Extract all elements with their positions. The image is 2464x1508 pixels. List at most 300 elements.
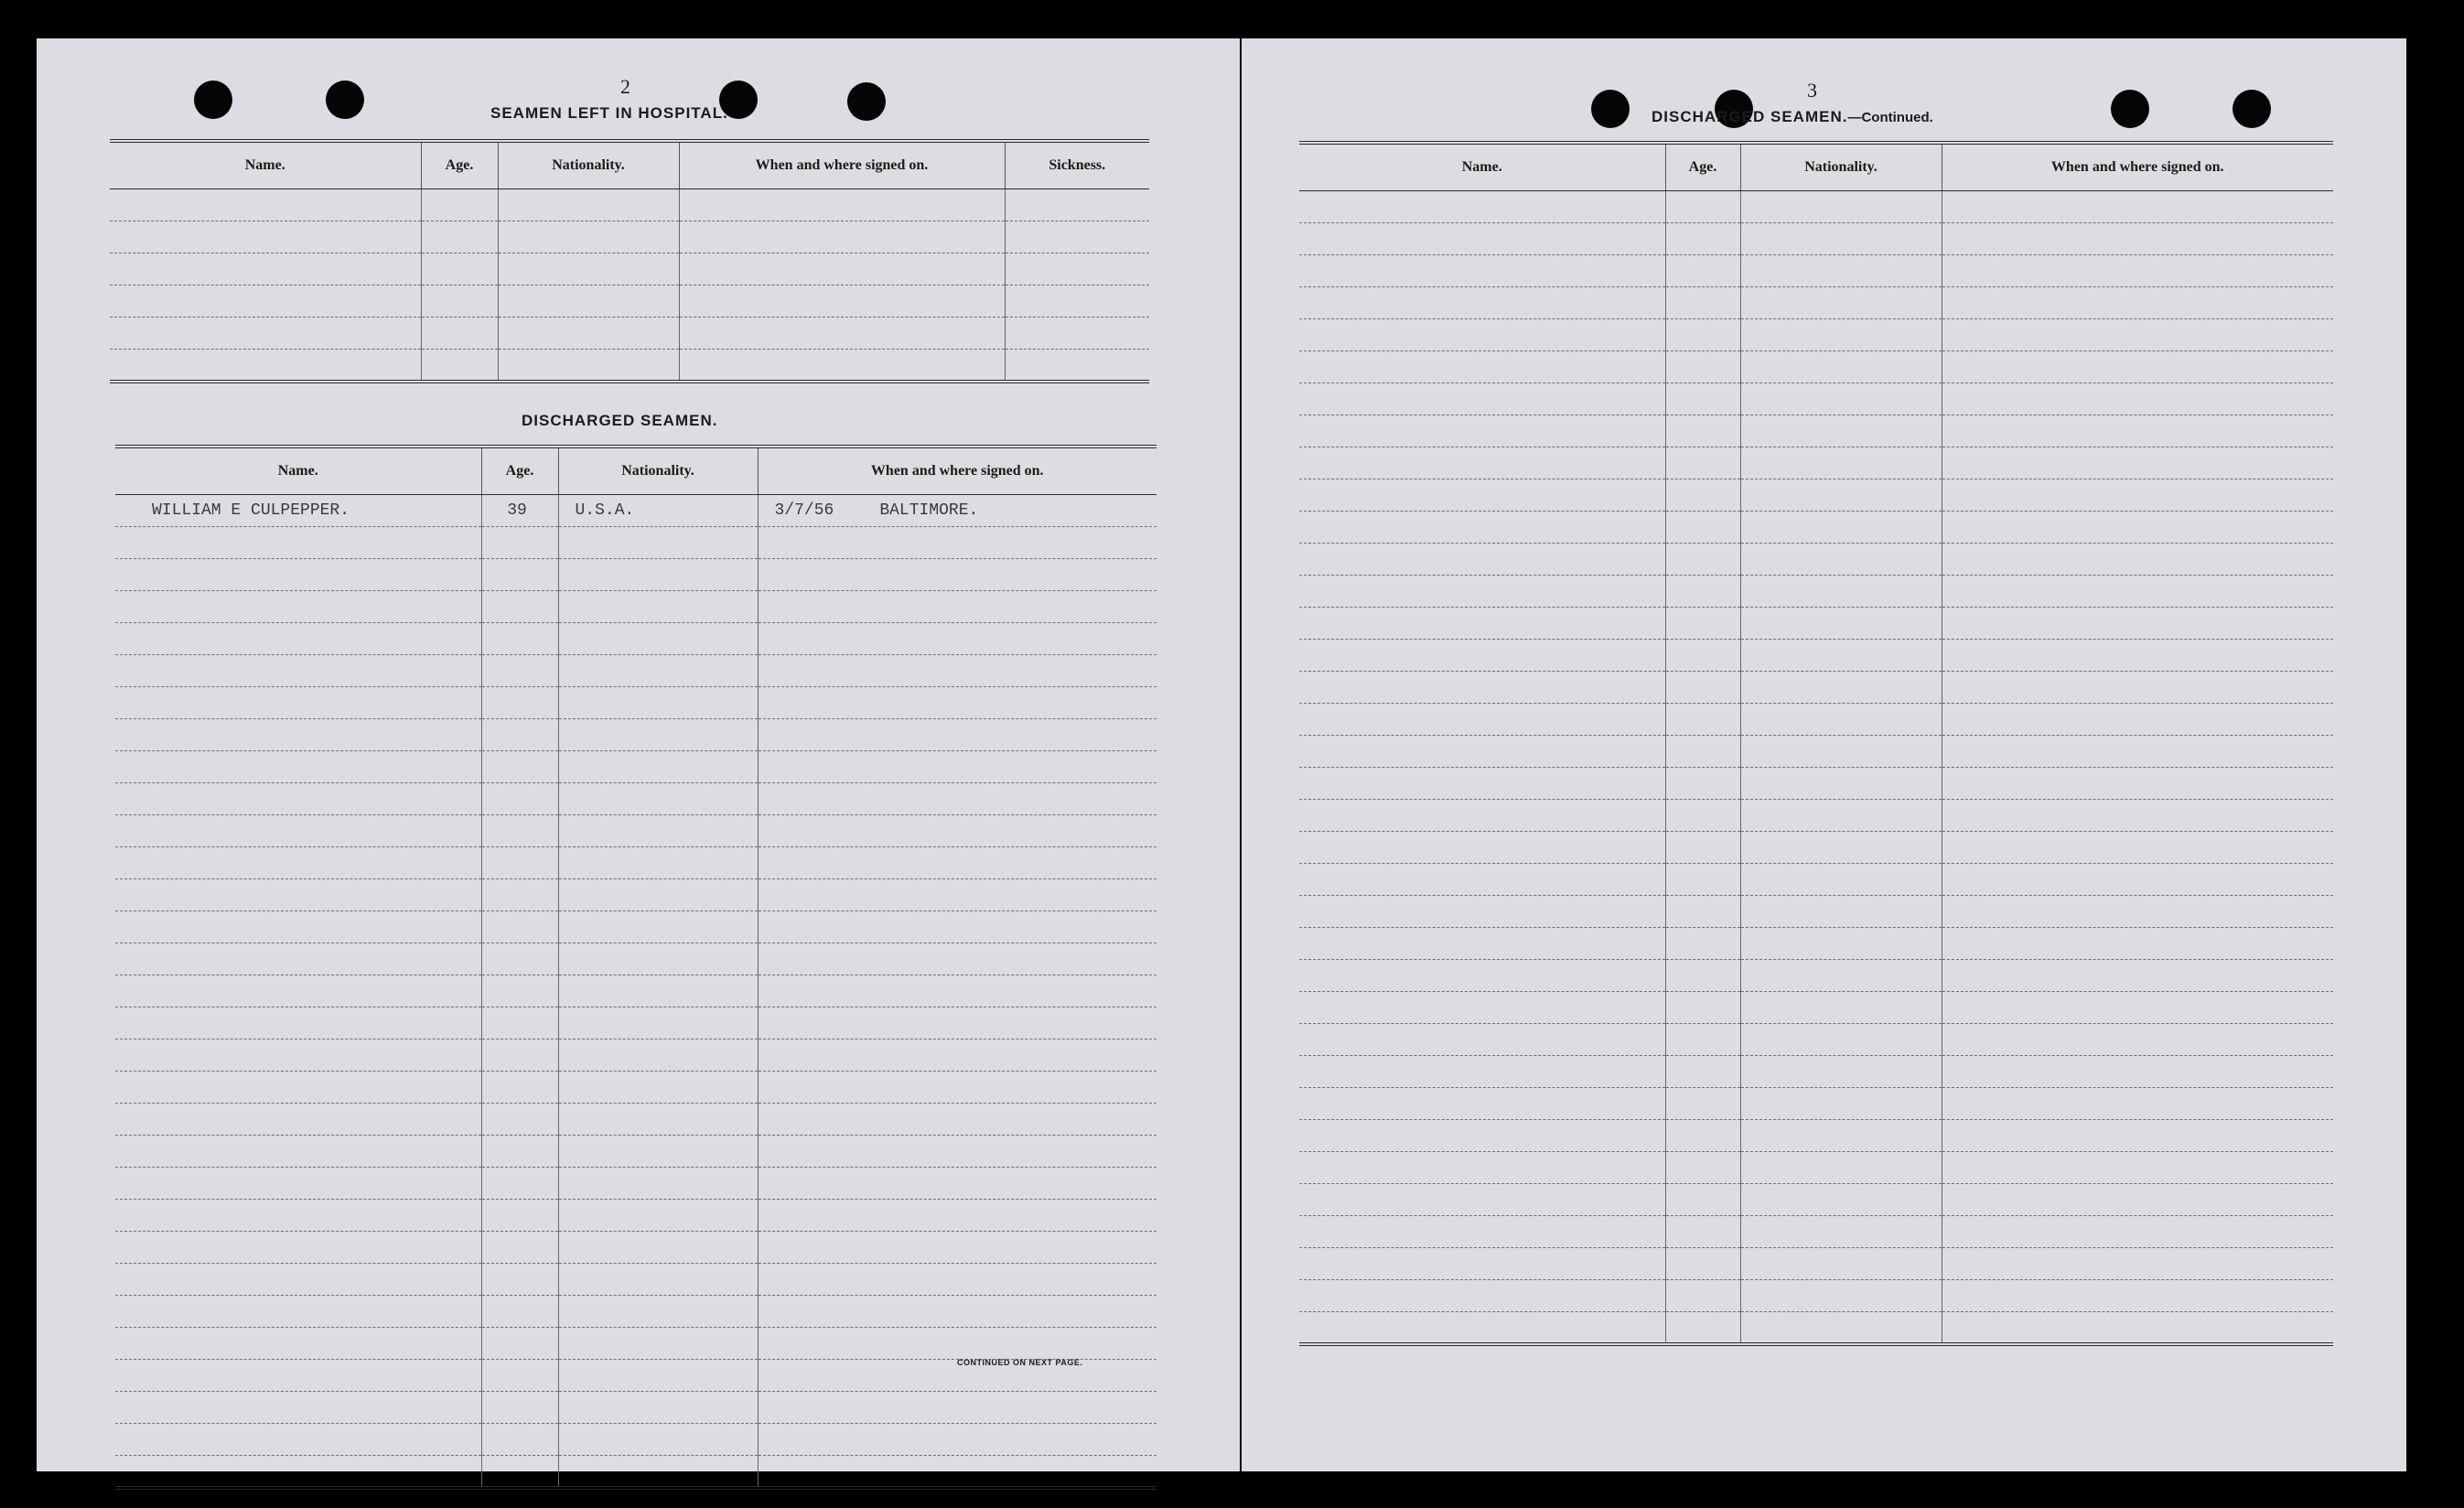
table-cell — [558, 1360, 758, 1392]
column-header: Age. — [1665, 143, 1740, 191]
table-cell — [558, 879, 758, 911]
table-row — [115, 1007, 1157, 1039]
table-cell — [421, 350, 498, 382]
table-cell — [1299, 640, 1665, 672]
table-cell — [115, 623, 481, 655]
table-cell — [758, 1328, 1157, 1360]
table-cell — [481, 1424, 558, 1456]
table-cell — [1740, 896, 1942, 928]
table-cell — [558, 527, 758, 559]
table-cell — [1740, 1280, 1942, 1312]
table-cell — [481, 527, 558, 559]
table-cell — [1665, 736, 1740, 768]
table-cell — [1665, 1216, 1740, 1248]
punch-hole-icon — [194, 81, 232, 119]
table-cell — [1299, 1184, 1665, 1216]
table-cell — [558, 559, 758, 591]
table-cell — [115, 1136, 481, 1168]
table-cell — [1740, 383, 1942, 415]
table-row — [1299, 608, 2333, 640]
table-row — [115, 655, 1157, 687]
table-cell — [758, 591, 1157, 623]
table-cell: WILLIAM E CULPEPPER. — [115, 495, 481, 527]
table-cell — [1942, 768, 2333, 800]
table-row — [1299, 415, 2333, 447]
table-cell — [1740, 704, 1942, 736]
table-cell — [1740, 1024, 1942, 1056]
column-header: Age. — [481, 447, 558, 495]
table-cell — [1942, 800, 2333, 832]
table-cell — [481, 1168, 558, 1200]
table-row — [1299, 736, 2333, 768]
table-cell — [558, 1232, 758, 1264]
table-cell — [1942, 960, 2333, 992]
table-cell — [558, 1007, 758, 1039]
table-cell — [1665, 1248, 1740, 1280]
page-number: 2 — [620, 75, 630, 98]
column-header: Nationality. — [1740, 143, 1942, 191]
table-cell — [1942, 672, 2333, 704]
table-row — [1299, 255, 2333, 287]
table-cell — [1740, 672, 1942, 704]
signed-place: BALTIMORE. — [879, 501, 979, 520]
table-row — [115, 1039, 1157, 1072]
table-row — [115, 559, 1157, 591]
table-cell — [1299, 1312, 1665, 1344]
table-cell — [558, 1104, 758, 1136]
table-row — [1299, 1056, 2333, 1088]
table-cell — [1299, 1216, 1665, 1248]
table-cell — [558, 1456, 758, 1488]
table-cell — [1942, 1312, 2333, 1344]
table-cell — [115, 815, 481, 847]
table-cell — [1665, 1088, 1740, 1120]
table-cell — [1740, 319, 1942, 351]
table-cell — [758, 783, 1157, 815]
punch-hole-icon — [847, 82, 886, 121]
table-cell — [115, 1072, 481, 1104]
table-cell — [1299, 608, 1665, 640]
table-cell — [1665, 287, 1740, 319]
table-cell — [1299, 896, 1665, 928]
table-row — [1299, 672, 2333, 704]
hospital-table — [110, 139, 1149, 383]
table-cell — [1740, 1216, 1942, 1248]
table-cell — [1740, 1056, 1942, 1088]
table-cell — [1665, 640, 1740, 672]
table-cell — [758, 975, 1157, 1007]
column-header: When and where signed on. — [1942, 143, 2333, 191]
table-cell — [1942, 832, 2333, 864]
table-cell — [1942, 1120, 2333, 1152]
table-cell — [1740, 768, 1942, 800]
table-cell — [1740, 1088, 1942, 1120]
table-cell — [558, 591, 758, 623]
table-cell — [1299, 1088, 1665, 1120]
table-cell — [481, 751, 558, 783]
table-row — [1299, 544, 2333, 576]
table-cell — [679, 189, 1005, 221]
table-cell — [758, 751, 1157, 783]
table-cell — [498, 285, 679, 318]
table-row — [1299, 383, 2333, 415]
table-cell — [421, 253, 498, 285]
table-cell — [1665, 1120, 1740, 1152]
table-cell — [421, 285, 498, 318]
table-cell — [481, 879, 558, 911]
table-row — [115, 975, 1157, 1007]
table-cell — [1740, 512, 1942, 544]
table-row — [1299, 800, 2333, 832]
table-cell — [1942, 415, 2333, 447]
table-cell — [1740, 479, 1942, 512]
table-row — [1299, 1248, 2333, 1280]
table-row — [1299, 864, 2333, 896]
table-cell — [498, 318, 679, 350]
table-cell — [1665, 319, 1740, 351]
table-cell — [1740, 191, 1942, 223]
table-row — [115, 495, 1157, 527]
table-cell — [1942, 1088, 2333, 1120]
table-cell — [758, 1104, 1157, 1136]
table-cell — [481, 1328, 558, 1360]
table-cell — [758, 655, 1157, 687]
table-cell — [558, 975, 758, 1007]
table-cell — [1942, 928, 2333, 960]
table-cell — [758, 1039, 1157, 1072]
table-cell — [1665, 1280, 1740, 1312]
table-row — [115, 1264, 1157, 1296]
table-cell — [1740, 287, 1942, 319]
table-cell — [1299, 479, 1665, 512]
table-cell — [1740, 255, 1942, 287]
table-cell — [758, 623, 1157, 655]
table-cell — [1665, 512, 1740, 544]
table-cell — [481, 1039, 558, 1072]
table-row — [1299, 1120, 2333, 1152]
table-cell — [1299, 512, 1665, 544]
table-cell — [498, 189, 679, 221]
table-cell — [1942, 544, 2333, 576]
table-cell — [115, 1200, 481, 1232]
table-cell — [558, 943, 758, 975]
table-row — [115, 943, 1157, 975]
table-cell — [758, 1200, 1157, 1232]
discharged-section-title: DISCHARGED SEAMEN. — [522, 412, 718, 429]
table-cell — [758, 527, 1157, 559]
table-cell — [1299, 544, 1665, 576]
table-cell — [481, 719, 558, 751]
table-cell — [1942, 351, 2333, 383]
table-cell — [1740, 1248, 1942, 1280]
table-cell — [1299, 1248, 1665, 1280]
table-row — [1299, 768, 2333, 800]
table-row — [115, 879, 1157, 911]
table-cell — [1665, 832, 1740, 864]
table-cell — [558, 1296, 758, 1328]
table-cell — [1942, 1152, 2333, 1184]
table-cell — [758, 879, 1157, 911]
table-cell — [1665, 1312, 1740, 1344]
punch-hole-icon — [1591, 90, 1630, 128]
table-cell — [1942, 479, 2333, 512]
table-cell — [481, 847, 558, 879]
table-cell — [1740, 223, 1942, 255]
table-cell — [481, 1392, 558, 1424]
table-cell — [110, 221, 421, 253]
table-cell — [558, 751, 758, 783]
table-cell — [758, 1392, 1157, 1424]
table-cell — [1665, 1152, 1740, 1184]
table-cell — [558, 1264, 758, 1296]
table-cell — [1942, 1280, 2333, 1312]
table-cell — [115, 1039, 481, 1072]
table-cell — [1665, 255, 1740, 287]
table-cell — [758, 1264, 1157, 1296]
column-header: Age. — [421, 141, 498, 189]
table-cell — [115, 1296, 481, 1328]
table-cell — [115, 847, 481, 879]
signed-date: 3/7/56 — [774, 501, 834, 520]
table-cell — [110, 318, 421, 350]
table-cell — [758, 495, 1157, 527]
table-row — [115, 1104, 1157, 1136]
table-cell — [1740, 864, 1942, 896]
table-cell — [758, 1456, 1157, 1488]
table-cell — [558, 719, 758, 751]
table-cell — [1665, 800, 1740, 832]
table-cell — [1665, 960, 1740, 992]
table-cell — [1299, 832, 1665, 864]
table-row — [115, 719, 1157, 751]
table-row — [115, 783, 1157, 815]
discharged-table — [115, 445, 1157, 1490]
table-row — [115, 1168, 1157, 1200]
table-cell — [421, 318, 498, 350]
table-cell — [481, 1136, 558, 1168]
table-row — [115, 911, 1157, 943]
hospital-section-title: SEAMEN LEFT IN HOSPITAL. — [490, 104, 728, 122]
table-cell — [481, 1104, 558, 1136]
table-cell — [1299, 672, 1665, 704]
table-cell — [1942, 1056, 2333, 1088]
table-row — [1299, 576, 2333, 608]
table-cell — [1942, 447, 2333, 479]
table-cell — [1299, 704, 1665, 736]
table-cell — [1299, 1280, 1665, 1312]
table-cell — [1942, 1184, 2333, 1216]
column-header: When and where signed on. — [679, 141, 1005, 189]
table-cell — [115, 911, 481, 943]
table-cell — [115, 1232, 481, 1264]
table-row — [110, 318, 1149, 350]
table-cell — [1665, 351, 1740, 383]
continued-suffix: —Continued. — [1847, 110, 1933, 125]
table-cell — [1299, 576, 1665, 608]
table-cell — [1740, 960, 1942, 992]
table-cell — [1740, 415, 1942, 447]
table-cell — [1665, 768, 1740, 800]
table-cell — [758, 847, 1157, 879]
table-row — [115, 623, 1157, 655]
table-row — [1299, 351, 2333, 383]
table-cell — [115, 1168, 481, 1200]
column-header: Sickness. — [1005, 141, 1149, 189]
table-cell — [1740, 1120, 1942, 1152]
table-cell — [1299, 864, 1665, 896]
table-cell — [1299, 191, 1665, 223]
table-cell — [1005, 350, 1149, 382]
table-cell — [1299, 768, 1665, 800]
table-cell — [1665, 1184, 1740, 1216]
table-cell — [1740, 576, 1942, 608]
table-cell — [115, 687, 481, 719]
discharged-continued-title — [1652, 108, 1933, 126]
table-cell — [558, 1392, 758, 1424]
table-cell — [1942, 640, 2333, 672]
table-row — [1299, 1280, 2333, 1312]
table-cell — [1942, 704, 2333, 736]
table-cell — [1299, 447, 1665, 479]
table-row — [1299, 960, 2333, 992]
table-cell — [1942, 896, 2333, 928]
table-cell — [679, 350, 1005, 382]
table-cell — [758, 1296, 1157, 1328]
table-cell — [1299, 960, 1665, 992]
table-cell — [558, 1200, 758, 1232]
table-cell — [1942, 992, 2333, 1024]
table-cell — [1740, 608, 1942, 640]
table-cell — [481, 1296, 558, 1328]
table-cell — [481, 591, 558, 623]
table-cell — [1665, 191, 1740, 223]
table-cell — [481, 1072, 558, 1104]
table-cell — [558, 1424, 758, 1456]
punch-hole-icon — [326, 81, 364, 119]
table-row — [115, 687, 1157, 719]
table-cell — [679, 253, 1005, 285]
table-cell — [758, 1136, 1157, 1168]
table-row — [1299, 223, 2333, 255]
table-row — [115, 815, 1157, 847]
column-header: Name. — [1299, 143, 1665, 191]
table-cell — [115, 1456, 481, 1488]
table-cell — [679, 221, 1005, 253]
table-cell — [1665, 223, 1740, 255]
table-row — [110, 189, 1149, 221]
table-cell — [115, 591, 481, 623]
punch-hole-icon — [2111, 90, 2149, 128]
table-cell — [115, 943, 481, 975]
table-cell — [1299, 736, 1665, 768]
table-cell — [1665, 672, 1740, 704]
table-cell — [1942, 576, 2333, 608]
table-cell — [1299, 992, 1665, 1024]
table-row — [110, 221, 1149, 253]
table-cell — [558, 1039, 758, 1072]
column-header: Name. — [110, 141, 421, 189]
table-row — [1299, 1088, 2333, 1120]
table-row — [1299, 512, 2333, 544]
table-cell — [758, 1072, 1157, 1104]
table-cell — [1005, 285, 1149, 318]
table-cell — [498, 350, 679, 382]
table-cell — [115, 1360, 481, 1392]
table-cell — [1005, 221, 1149, 253]
table-cell — [758, 559, 1157, 591]
table-row — [115, 1424, 1157, 1456]
table-cell — [1299, 415, 1665, 447]
table-row — [110, 350, 1149, 382]
table-row — [115, 1136, 1157, 1168]
table-cell — [1005, 318, 1149, 350]
table-row — [115, 1296, 1157, 1328]
table-cell — [1665, 992, 1740, 1024]
table-row — [110, 285, 1149, 318]
table-cell — [481, 1360, 558, 1392]
table-cell — [1665, 447, 1740, 479]
table-cell — [421, 189, 498, 221]
table-cell — [1665, 704, 1740, 736]
table-cell — [558, 623, 758, 655]
table-cell — [481, 1232, 558, 1264]
table-cell — [1740, 992, 1942, 1024]
table-row — [1299, 832, 2333, 864]
table-cell — [679, 285, 1005, 318]
table-cell — [1299, 319, 1665, 351]
table-cell — [115, 975, 481, 1007]
table-cell — [481, 815, 558, 847]
table-cell — [1665, 896, 1740, 928]
table-row — [1299, 1024, 2333, 1056]
table-cell — [558, 847, 758, 879]
table-cell — [1665, 1024, 1740, 1056]
table-row — [1299, 640, 2333, 672]
table-cell — [110, 350, 421, 382]
table-row — [1299, 1184, 2333, 1216]
table-cell — [115, 1104, 481, 1136]
table-cell — [1740, 351, 1942, 383]
table-cell — [115, 1264, 481, 1296]
table-cell — [115, 1328, 481, 1360]
table-cell — [558, 655, 758, 687]
table-cell — [481, 623, 558, 655]
table-cell — [1299, 255, 1665, 287]
table-cell — [481, 975, 558, 1007]
table-cell — [110, 253, 421, 285]
table-cell — [1942, 287, 2333, 319]
table-cell — [1299, 383, 1665, 415]
table-cell — [481, 783, 558, 815]
table-cell — [1665, 608, 1740, 640]
table-cell — [421, 221, 498, 253]
table-cell — [1740, 640, 1942, 672]
table-row — [1299, 1216, 2333, 1248]
table-cell — [1299, 351, 1665, 383]
table-cell — [1942, 191, 2333, 223]
table-row — [1299, 319, 2333, 351]
table-cell — [115, 1007, 481, 1039]
table-cell — [758, 719, 1157, 751]
table-row — [115, 1072, 1157, 1104]
table-row — [1299, 704, 2333, 736]
table-row — [1299, 928, 2333, 960]
table-cell — [679, 318, 1005, 350]
table-cell — [115, 559, 481, 591]
table-cell — [558, 1328, 758, 1360]
table-cell — [1299, 1024, 1665, 1056]
table-cell — [115, 655, 481, 687]
